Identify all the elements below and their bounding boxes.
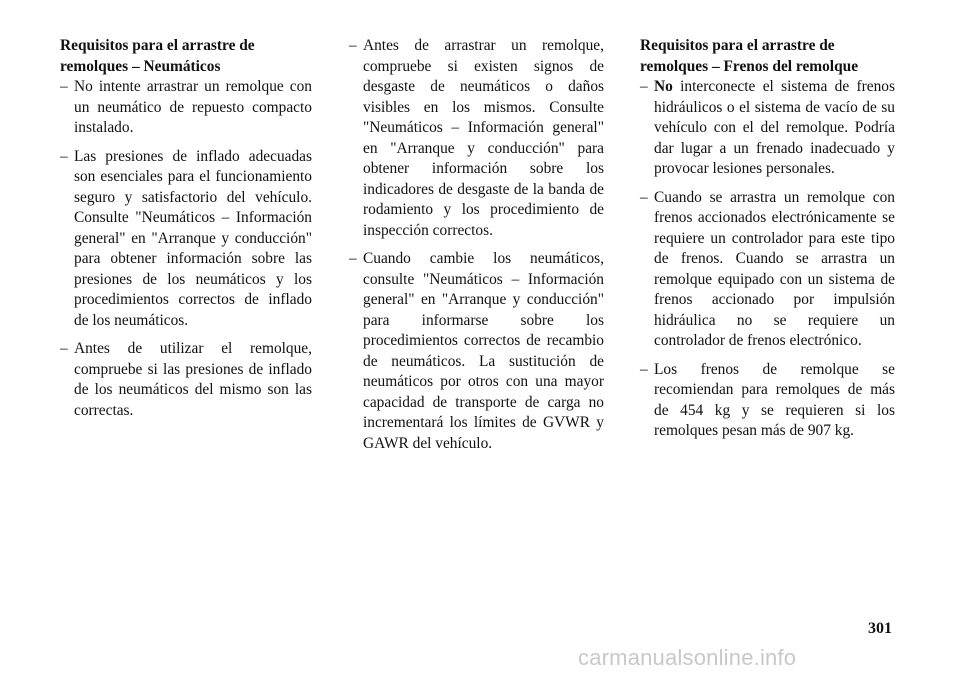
page-number: 301: [868, 620, 892, 637]
bullet-list: [640, 77, 895, 442]
list-item: [349, 249, 604, 454]
dash-marker: –: [640, 188, 648, 206]
list-item-text: Antes de arrastrar un remolque, compruebe si existen signos de desgaste de neumáticos o daños visibles en los mismos. Consulte "Neumáticos – Información general" en "Arranque y conducción" para obtener información sobre los indicadores de desgaste de la banda de rodamiento y los procedimiento de inspección correctos.: [363, 37, 604, 239]
heading-line-2: remolques – Frenos del remolque: [640, 57, 859, 75]
list-item-text: Antes de utilizar el remolque, compruebe si las presiones de inflado de los neumáticos del mismo son las correctas.: [74, 340, 312, 419]
list-item-text: Los frenos de remolque se recomiendan para remolques de más de 454 kg y se requieren si los remolques pesan más de 907 kg.: [654, 360, 895, 439]
heading-line-1: Requisitos para el arrastre de: [640, 37, 835, 54]
column-middle: [349, 36, 604, 462]
bullet-list: [349, 36, 604, 454]
list-item-lead: No: [654, 78, 673, 95]
dash-marker: –: [60, 340, 68, 357]
column-right: [640, 36, 895, 450]
dash-marker: –: [640, 78, 648, 95]
dash-marker: –: [640, 360, 648, 378]
list-item: [60, 147, 312, 332]
list-item: [640, 360, 895, 442]
list-item: [60, 339, 312, 421]
list-item: [349, 36, 604, 241]
column-left: [60, 36, 312, 429]
list-item: [640, 77, 895, 180]
section-heading-tires: [60, 36, 312, 77]
list-item-text: Cuando cambie los neumáticos, consulte "Neumáticos – Información general" en "Arranque y conducción" para informarse sobre los procedimientos correctos de recambio de neumáticos. La sustitución de neumáticos por otros con una mayor capacidad de transporte de carga no incrementará los límites de GVWR y GAWR del vehículo.: [363, 250, 604, 452]
dash-marker: –: [349, 37, 357, 54]
dash-marker: –: [60, 147, 68, 165]
list-item-text: interconecte el sistema de frenos hidráulicos o el sistema de vacío de su vehículo con el del remolque. Podría dar lugar a un frenado inadecuado y provocar lesiones personales.: [654, 78, 895, 177]
list-item-text: Las presiones de inflado adecuadas son esenciales para el funcionamiento seguro y satisfactorio del vehículo. Consulte "Neumáticos – Información general" en "Arranque y conducción" para obtener información sobre las presiones de los neumáticos y los procedimientos correctos de inflado de los neumáticos.: [74, 147, 312, 329]
watermark: carmanualsonline.info: [578, 645, 797, 670]
dash-marker: –: [349, 250, 357, 267]
list-item: [640, 188, 895, 352]
list-item-text: Cuando se arrastra un remolque con frenos accionados electrónicamente se requiere un controlador para este tipo de frenos. Cuando se arrastra un remolque equipado con un sistema de frenos accionado por impulsión hidráulica no se requiere un controlador de frenos electrónico.: [654, 188, 895, 349]
bullet-list: [60, 77, 312, 421]
section-heading-trailer-brakes: [640, 36, 895, 77]
list-item-text: No intente arrastrar un remolque con un neumático de repuesto compacto instalado.: [74, 78, 312, 136]
heading-line-1: Requisitos para el arrastre de: [60, 37, 255, 54]
heading-line-2: remolques – Neumáticos: [60, 57, 221, 75]
dash-marker: –: [60, 78, 68, 95]
list-item: [60, 77, 312, 139]
